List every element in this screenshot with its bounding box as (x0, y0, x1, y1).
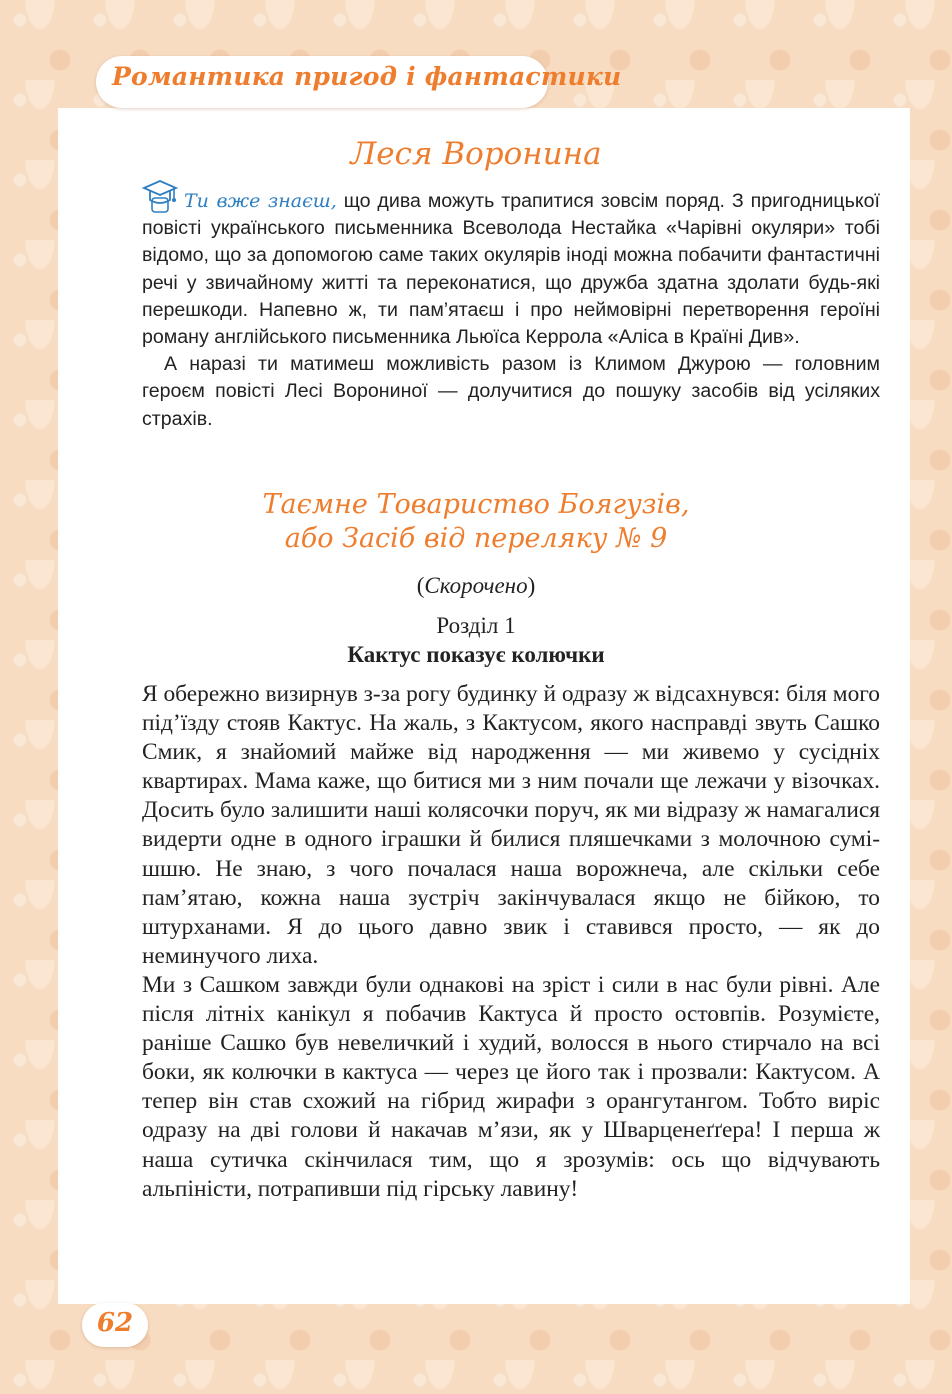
abridged-word: Скорочено (424, 573, 528, 598)
story-body (142, 680, 880, 1204)
chapter-title: Кактус показує колючки (347, 642, 605, 667)
chapter-number: Розділ 1 (436, 613, 516, 638)
story-paragraph-2: Ми з Сашком завжди були однакові на зріст і сили в нас були рівні. Але після літніх канікул я побачив Кактуса й просто остовпів. Розумієте, раніше Сашко був невеличкий і худий, волосся в нього стирчало на всі боки, як колючки в кактуса — через це його так і прозвали: Кактусом. А тепер він став схожий на гібрид жирафи з орангутангом. Тобто виріс одразу на дві голови й накачав м’язи, як у Шварценеґґера! І перша ж наша сутичка скінчилася тим, що я зрозумів: ось що відчувають альпіністи, потрапивши під гірську лавину! (142, 971, 880, 1202)
story-paragraph-1: Я обережно визирнув з-за рогу будинку й одразу ж відсахнувся: біля мого під’їзду стояв Кактус. На жаль, з Кактусом, якого насправді звуть Сашко Смик, я знайомий майже від народження — ми живемо у сусідніх квартирах. Мама каже, що битися ми з ним почали ще лежачи у візочках. Досить було залишити наші колясочки поруч, як ми відразу ж намагалися видерти одне в одного іграшки й билися пляшечками з молочною сумішшю. Не знаю, з чого почалася наша ворожнеча, але скільки себе пам’ятаю, кожна наша зустріч закінчувалася якщо не бійкою, то штурханами. Я до цього давно звик і ставився просто, — як до неминучого лиха. (142, 681, 880, 969)
intro-block (142, 188, 880, 433)
story-title-line-2: або Засіб від переляку № 9 (284, 523, 668, 554)
you-already-know-label: Ти вже знаєш, (184, 190, 337, 212)
author-name: Леся Воронина (350, 136, 602, 172)
abridged-close-paren: ) (527, 573, 536, 598)
abridged-note (0, 573, 952, 599)
section-title: Романтика пригод і фантастики (112, 62, 622, 91)
story-title-line-1: Таємне Товариство Боягузів, (262, 489, 690, 520)
page-number: 62 (96, 1308, 134, 1338)
intro-text-1: що дива можуть трапитися зовсім поряд. З пригодницької повісті українського письменника Всеволода Нестайка «Чарівні окуляри» тобі відомо, що за допомогою саме таких окулярів іноді можна побачити фантастичні речі у звичайному житті та переконатися, що дружба здатна здолати будь-які перешкоди. Напевно ж, ти пам’ятаєш і про неймовірні перетворення героїні роману англійського письменника Льюїса Керрола «Аліса в Країні Див». (142, 190, 880, 349)
abridged-open-paren: ( (416, 573, 425, 598)
intro-paragraph-1 (142, 188, 880, 351)
story-title (0, 488, 952, 556)
intro-paragraph-2: А наразі ти матимеш можливість разом із Климом Джурою — головним героєм повісті Лесі Ворониної — долучитися до пошуку засобів від усіляких страхів. (142, 353, 880, 430)
graduation-cap-icon (140, 176, 180, 216)
